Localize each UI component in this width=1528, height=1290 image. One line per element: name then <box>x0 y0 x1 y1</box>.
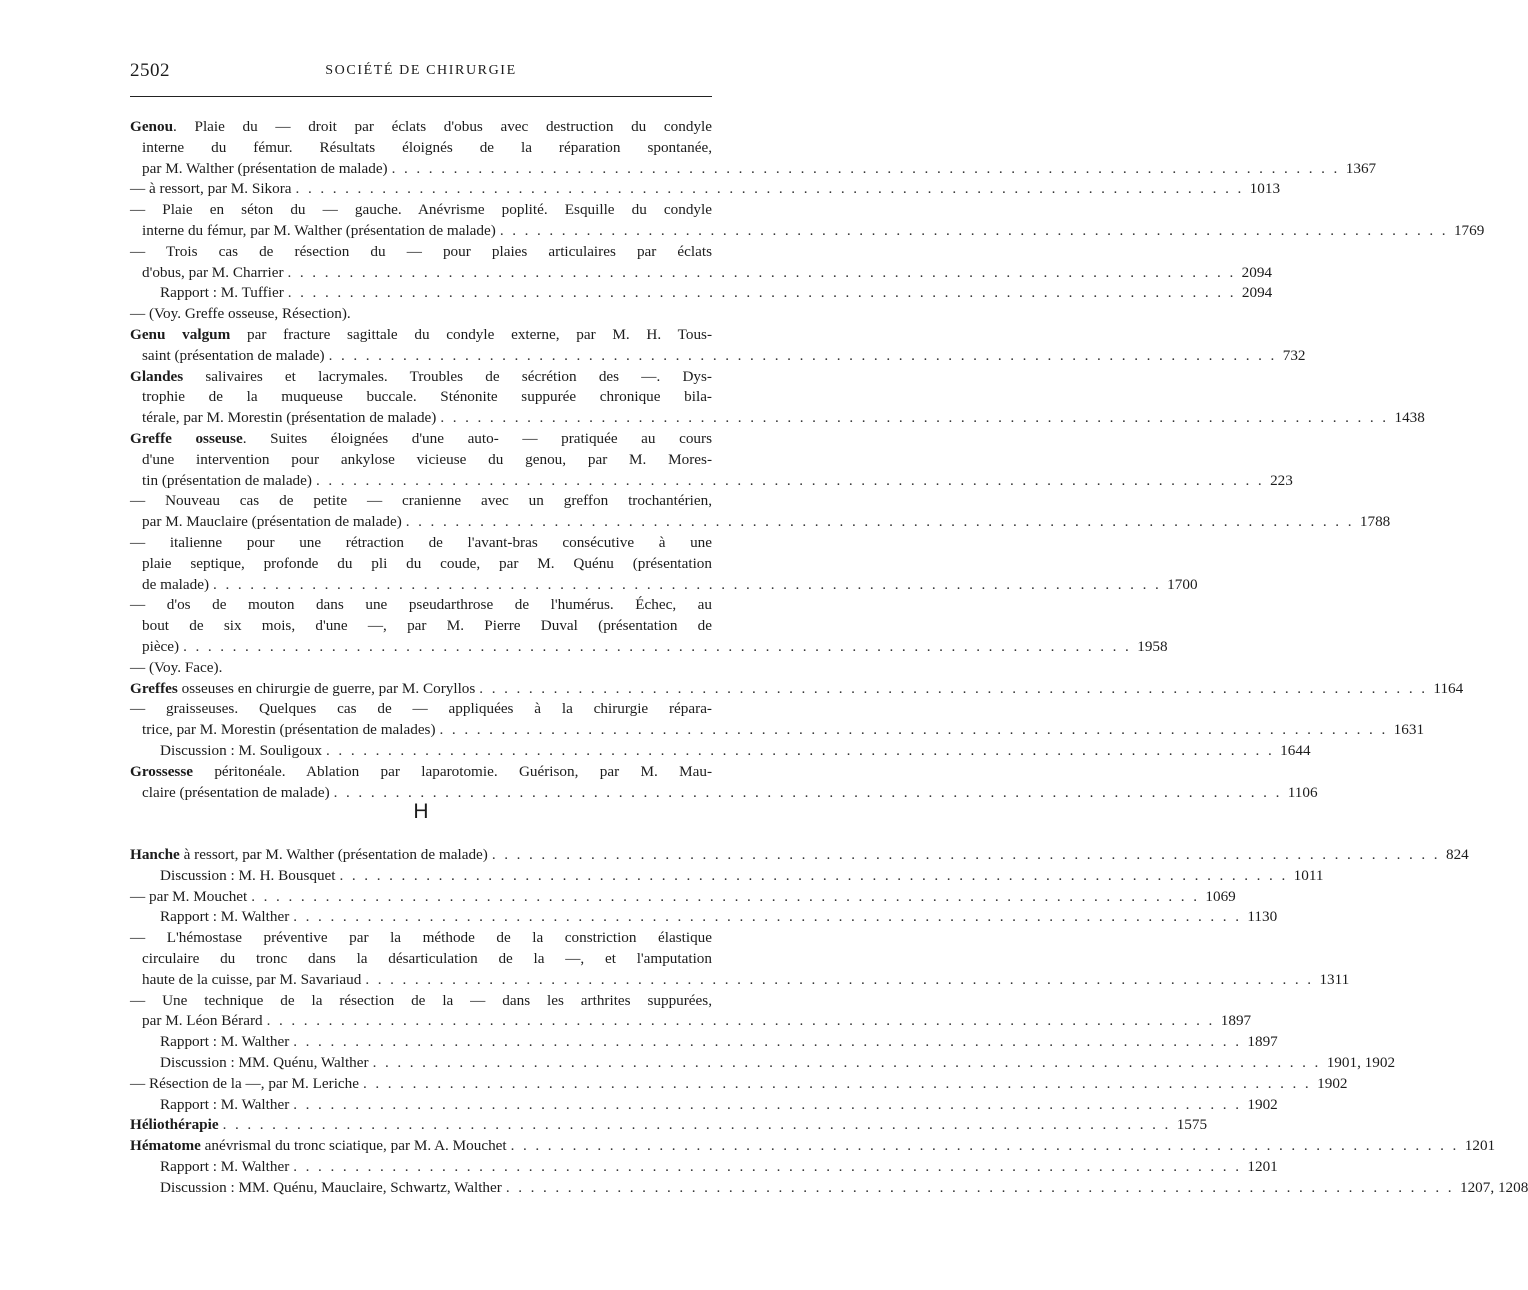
page-reference: 1897 <box>1247 1033 1278 1051</box>
index-entry-line <box>130 575 1198 596</box>
entry-text: circulaire du tronc dans la désarticulation de la —, et l'amputation <box>142 949 712 967</box>
entry-text: de malade) <box>142 575 210 593</box>
entry-text: tin (présentation de malade) <box>142 471 312 489</box>
index-entry-line <box>130 242 712 263</box>
index-entry-line <box>130 512 1391 533</box>
page-reference: 1897 <box>1220 1012 1252 1030</box>
dot-leader <box>436 720 1388 741</box>
section-letter-h: H <box>413 800 429 823</box>
entry-text: — Plaie en séton du — gauche. Anévrisme poplité. Esquille du condyle <box>130 201 712 219</box>
page-reference: 1901, 1902 <box>1326 1053 1396 1071</box>
entry-text: Discussion : MM. Quénu, Walther <box>160 1053 369 1071</box>
index-entry-line <box>130 1053 1396 1074</box>
entry-text: Greffe osseuse. Suites éloignées d'une auto- — pratiquée au cours <box>130 429 712 447</box>
page-reference: 1164 <box>1433 679 1464 697</box>
page-reference: 1130 <box>1247 908 1278 926</box>
entry-text: — à ressort, par M. Sikora <box>130 180 292 198</box>
entry-text: pièce) <box>142 637 180 655</box>
entry-text: — (Voy. Face). <box>130 658 223 676</box>
index-section-g <box>130 117 1485 803</box>
dot-leader <box>388 159 1340 180</box>
entry-text: Genu valgum par fracture sagittale du condyle externe, par M. H. Tous- <box>130 325 713 343</box>
index-entry-line <box>130 346 1306 367</box>
index-section-h <box>130 845 1528 1199</box>
index-entry-line <box>130 471 1293 492</box>
index-entry-line <box>130 679 1464 700</box>
entry-headword: Greffes <box>130 679 178 697</box>
index-entry-line <box>130 387 712 408</box>
index-entry-line <box>130 408 1425 429</box>
page-number: 2502 <box>130 60 170 81</box>
index-entry-line <box>130 616 712 637</box>
page-reference: 1438 <box>1394 409 1425 427</box>
index-entry-line <box>130 949 712 970</box>
dot-leader <box>361 970 1313 991</box>
dot-leader <box>436 408 1388 429</box>
index-entry-line <box>130 991 712 1012</box>
page-reference: 1207, 1208 <box>1459 1178 1528 1196</box>
index-entry-line <box>130 845 1469 866</box>
page-reference: 1644 <box>1280 741 1311 759</box>
page-reference: 1902 <box>1247 1095 1278 1113</box>
dot-leader <box>359 1074 1311 1095</box>
entry-text: — Nouveau cas de petite — cranienne avec un greffon trochantérien, <box>130 492 712 510</box>
dot-leader <box>475 679 1427 700</box>
index-entry-line <box>130 200 712 221</box>
entry-headword: Genou <box>130 118 174 135</box>
entry-text: Grossesse péritonéale. Ablation par laparotomie. Guérison, par M. Mau- <box>130 762 712 780</box>
index-entry-line <box>130 1011 1252 1032</box>
dot-leader <box>289 1032 1241 1053</box>
entry-text: Hématome anévrismal du tronc sciatique, par M. A. Mouchet <box>130 1137 507 1155</box>
entry-text: — (Voy. Greffe osseuse, Résection). <box>130 305 351 323</box>
page-reference: 1367 <box>1345 159 1377 177</box>
entry-text: par M. Mauclaire (présentation de malade) <box>142 513 402 531</box>
dot-leader <box>507 1136 1459 1157</box>
index-entry-line <box>130 699 712 720</box>
index-entry-line <box>130 1095 1278 1116</box>
page-reference: 2094 <box>1241 284 1273 302</box>
entry-text: trophie de la muqueuse buccale. Sténonite suppurée chronique bila- <box>142 388 712 406</box>
index-entry-line <box>130 595 712 616</box>
page-reference: 1575 <box>1176 1116 1208 1134</box>
entry-text: Genou. Plaie du — droit par éclats d'obus avec destruction du condyle <box>130 118 712 135</box>
entry-headword: Glandes <box>130 367 184 385</box>
entry-text: Rapport : M. Tuffier <box>160 284 284 302</box>
page-reference: 1106 <box>1287 783 1318 801</box>
entry-text: interne du fémur, par M. Walther (présentation de malade) <box>142 221 496 239</box>
page-reference: 1631 <box>1393 721 1425 739</box>
entry-headword: Hanche <box>130 846 180 863</box>
index-entry-line <box>130 1136 1496 1157</box>
index-entry-line <box>130 304 712 325</box>
index-entry-line <box>130 741 1311 762</box>
entry-text: Discussion : M. Souligoux <box>160 741 323 759</box>
entry-text: — L'hémostase préventive par la méthode de la constriction élastique <box>130 929 712 947</box>
dot-leader <box>219 1115 1171 1136</box>
entry-text: d'obus, par M. Charrier <box>142 263 284 281</box>
dot-leader <box>496 221 1448 242</box>
index-entry-line <box>130 263 1273 284</box>
dot-leader <box>402 512 1354 533</box>
header-rule <box>130 96 712 97</box>
dot-leader <box>292 179 1244 200</box>
index-entry-line <box>130 1074 1348 1095</box>
index-entry-line <box>130 1032 1278 1053</box>
entry-text <box>130 1115 219 1136</box>
index-entry-line <box>130 762 712 783</box>
index-entry-line <box>130 221 1485 242</box>
dot-leader <box>369 1053 1321 1074</box>
entry-text: — par M. Mouchet <box>130 887 248 905</box>
entry-text: Discussion : M. H. Bousquet <box>160 866 336 884</box>
index-entry-line <box>130 1157 1278 1178</box>
page-reference: 1700 <box>1167 575 1198 593</box>
entry-text: haute de la cuisse, par M. Savariaud <box>142 970 362 988</box>
page-reference: 732 <box>1282 346 1306 364</box>
entry-text: trice, par M. Morestin (présentation de malades) <box>142 721 436 739</box>
entry-text: — Résection de la —, par M. Leriche <box>130 1074 359 1092</box>
index-entry-line <box>130 283 1273 304</box>
entry-headword: Greffe osseuse <box>130 429 243 447</box>
page-reference: 1788 <box>1359 513 1391 531</box>
entry-text: — Trois cas de résection du — pour plaies articulaires par éclats <box>130 242 712 260</box>
dot-leader <box>322 741 1274 762</box>
dot-leader <box>179 637 1131 658</box>
entry-text: — d'os de mouton dans une pseudarthrose de l'humérus. Échec, au <box>130 596 712 614</box>
index-entry-line <box>130 325 712 346</box>
index-entry-line <box>130 450 712 471</box>
index-entry-line <box>130 887 1236 908</box>
entry-text: — Une technique de la résection de la — dans les arthrites suppurées, <box>130 991 712 1009</box>
index-entry-line <box>130 658 712 679</box>
entry-text: d'une intervention pour ankylose vicieuse du genou, par M. Mores- <box>142 450 712 468</box>
page-reference: 1958 <box>1137 637 1168 655</box>
entry-text: Discussion : MM. Quénu, Mauclaire, Schwartz, Walther <box>160 1178 502 1196</box>
dot-leader <box>284 283 1236 304</box>
entry-text: saint (présentation de malade) <box>142 346 325 364</box>
dot-leader <box>289 1095 1241 1116</box>
dot-leader <box>284 263 1236 284</box>
index-entry-line <box>130 1115 1208 1136</box>
page-reference: 824 <box>1445 846 1469 863</box>
entry-text: par M. Léon Bérard <box>142 1012 263 1030</box>
index-entry-line <box>130 117 712 138</box>
index-entry-line <box>130 1178 1528 1199</box>
index-entry-line <box>130 367 712 388</box>
dot-leader <box>312 471 1264 492</box>
index-entry-line <box>130 429 712 450</box>
dot-leader <box>289 1157 1241 1178</box>
entry-text: par M. Walther (présentation de malade) <box>142 159 388 177</box>
index-entry-line <box>130 907 1278 928</box>
entry-text: Rapport : M. Walther <box>160 908 290 926</box>
index-entry-line <box>130 491 712 512</box>
index-entry-line <box>130 533 712 554</box>
entry-text: bout de six mois, d'une —, par M. Pierre Duval (présentation de <box>142 617 712 635</box>
index-entry-line <box>130 720 1425 741</box>
page-reference: 1902 <box>1317 1074 1348 1092</box>
page-reference: 1769 <box>1453 221 1485 239</box>
dot-leader <box>289 907 1241 928</box>
index-entry-line <box>130 928 712 949</box>
entry-text: Glandes salivaires et lacrymales. Troubles de sécrétion des —. Dys- <box>130 367 712 385</box>
index-entry-line <box>130 159 1377 180</box>
entry-text: Greffes osseuses en chirurgie de guerre, par M. Coryllos <box>130 679 476 697</box>
entry-text: claire (présentation de malade) <box>142 783 330 801</box>
dot-leader <box>502 1178 1454 1199</box>
dot-leader <box>263 1011 1215 1032</box>
page-reference: 1201 <box>1464 1137 1496 1155</box>
entry-text: — graisseuses. Quelques cas de — appliquées à la chirurgie répara- <box>130 700 712 718</box>
dot-leader <box>209 575 1161 596</box>
entry-text: plaie septique, profonde du pli du coude, par M. Quénu (présentation <box>142 554 712 572</box>
entry-headword: Genu valgum <box>130 325 231 343</box>
dot-leader <box>488 845 1440 866</box>
page-reference: 1311 <box>1319 970 1350 988</box>
entry-text: Rapport : M. Walther <box>160 1157 290 1175</box>
index-entry-line <box>130 554 712 575</box>
index-entry-line <box>130 970 1350 991</box>
entry-headword: Hématome <box>130 1137 201 1155</box>
entry-text: Hanche à ressort, par M. Walther (présentation de malade) <box>130 846 488 863</box>
dot-leader <box>325 346 1277 367</box>
dot-leader <box>336 866 1288 887</box>
page-reference: 1201 <box>1247 1157 1278 1175</box>
index-entry-line <box>130 866 1324 887</box>
entry-text: interne du fémur. Résultats éloignés de la réparation spontanée, <box>142 138 712 156</box>
entry-headword: Héliothérapie <box>130 1116 219 1134</box>
entry-text: térale, par M. Morestin (présentation de malade) <box>142 409 437 427</box>
entry-headword: Grossesse <box>130 762 193 780</box>
entry-text: — italienne pour une rétraction de l'avant-bras consécutive à une <box>130 533 712 551</box>
index-entry-line <box>130 138 712 159</box>
entry-text: Rapport : M. Walther <box>160 1095 290 1113</box>
page-reference: 223 <box>1270 471 1293 489</box>
page-reference: 1011 <box>1293 866 1324 884</box>
page-reference: 1069 <box>1205 887 1236 905</box>
running-title: SOCIÉTÉ DE CHIRURGIE <box>325 63 517 78</box>
entry-text: Rapport : M. Walther <box>160 1033 290 1051</box>
page-header <box>130 60 712 86</box>
index-entry-line <box>130 637 1168 658</box>
page-reference: 2094 <box>1241 263 1273 281</box>
dot-leader <box>247 887 1199 908</box>
index-entry-line <box>130 179 1281 200</box>
page-reference: 1013 <box>1249 180 1281 198</box>
